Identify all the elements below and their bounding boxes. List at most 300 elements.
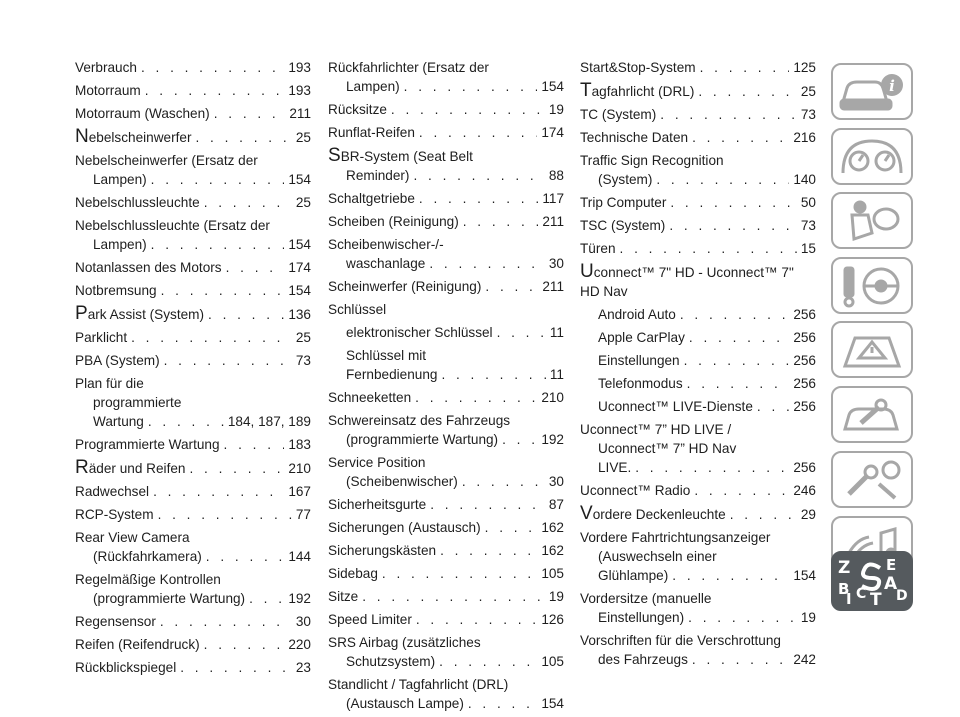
- page-reference[interactable]: 77: [295, 507, 311, 522]
- index-term: Rear View Camera: [75, 530, 190, 545]
- index-entry: [580, 328, 816, 347]
- leader-dots: [189, 459, 284, 478]
- index-term: Lampen): [93, 172, 147, 187]
- index-entry: [580, 105, 816, 124]
- index-entry-line: [328, 430, 564, 449]
- index-entry-line: [580, 458, 816, 477]
- index-entry: [75, 304, 311, 324]
- page-reference[interactable]: 174: [541, 125, 564, 140]
- leader-dots: [462, 472, 545, 491]
- index-term: Fernbedienung: [346, 367, 438, 382]
- leader-dots: [226, 258, 285, 277]
- index-entry-line: [328, 189, 564, 208]
- index-entry-line: [328, 388, 564, 407]
- index-term: Android Auto: [598, 307, 676, 322]
- index-entry: [328, 633, 564, 671]
- leader-dots: [463, 212, 539, 231]
- index-entry-line: [328, 411, 564, 430]
- index-entry: [328, 518, 564, 537]
- page-reference[interactable]: 19: [548, 102, 564, 117]
- page-reference[interactable]: 211: [289, 106, 311, 121]
- tab-safety[interactable]: [831, 192, 913, 249]
- leader-dots: [688, 608, 797, 627]
- index-term: Radwechsel: [75, 484, 150, 499]
- index-entry-line: [75, 393, 311, 412]
- index-entry-line: [75, 328, 311, 347]
- index-entry: [75, 81, 311, 100]
- index-term: Schlüssel: [328, 302, 387, 317]
- leader-dots: [141, 58, 284, 77]
- index-entry: [580, 589, 816, 627]
- leader-dots: [692, 650, 789, 669]
- index-entry-line: [346, 323, 564, 342]
- leader-dots: [692, 128, 789, 147]
- index-entry: [75, 258, 311, 277]
- tab-start-drive[interactable]: [831, 257, 913, 314]
- index-entry: [328, 277, 564, 296]
- page-reference[interactable]: 29: [800, 507, 816, 522]
- page-reference[interactable]: 11: [549, 367, 564, 382]
- index-term: Notanlassen des Motors: [75, 260, 222, 275]
- index-entry: [580, 397, 816, 416]
- index-entry: [75, 435, 311, 454]
- page-reference[interactable]: 105: [541, 566, 564, 581]
- leader-dots: [164, 351, 292, 370]
- index-entry: [75, 374, 311, 431]
- page-reference[interactable]: 192: [541, 432, 564, 447]
- index-entry-line: [75, 235, 311, 254]
- page-reference[interactable]: 15: [800, 241, 816, 256]
- index-entry: [328, 235, 564, 273]
- leader-dots: [660, 105, 797, 124]
- page-reference[interactable]: 193: [288, 83, 311, 98]
- page-reference[interactable]: 88: [548, 168, 564, 183]
- index-entry-line: [75, 281, 311, 300]
- index-entry: [75, 570, 311, 608]
- leader-dots: [249, 589, 284, 608]
- index-entry-line: [75, 458, 311, 478]
- index-entry: [328, 411, 564, 449]
- index-entry-line: [75, 193, 311, 212]
- index-entry-line: [328, 235, 564, 254]
- index-entry: [75, 612, 311, 631]
- page-reference[interactable]: 162: [541, 520, 564, 535]
- index-entry-line: [75, 570, 311, 589]
- leader-dots: [362, 587, 545, 606]
- leader-dots: [656, 170, 789, 189]
- leader-dots: [404, 77, 538, 96]
- index-term: Vordere Fahrtrichtungsanzeiger: [580, 530, 771, 545]
- page-reference[interactable]: 19: [800, 610, 816, 625]
- index-term: (Rückfahrkamera): [93, 549, 202, 564]
- index-term: Technische Daten: [580, 130, 689, 145]
- index-term: Scheiben (Reinigung): [328, 214, 459, 229]
- page-reference[interactable]: 154: [793, 568, 816, 583]
- tab-service[interactable]: [831, 386, 913, 443]
- index-entry-line: [75, 505, 311, 524]
- index-term: Trip Computer: [580, 195, 667, 210]
- index-column-3: [580, 58, 816, 673]
- leader-dots: [430, 495, 545, 514]
- page-reference[interactable]: 154: [541, 696, 564, 711]
- leader-dots: [224, 435, 285, 454]
- index-entry: [328, 189, 564, 208]
- index-term: (System): [598, 172, 653, 187]
- page-reference[interactable]: 87: [548, 497, 564, 512]
- page-reference[interactable]: 154: [541, 79, 564, 94]
- index-entry: [75, 505, 311, 524]
- index-entry-line: [580, 420, 816, 439]
- leader-dots: [485, 277, 538, 296]
- page-reference[interactable]: 216: [793, 130, 816, 145]
- page-reference[interactable]: 11: [549, 325, 564, 340]
- index-entry: [580, 128, 816, 147]
- index-entry-line: [580, 650, 816, 669]
- index-term: Scheinwerfer (Reinigung): [328, 279, 482, 294]
- page-reference[interactable]: 174: [288, 260, 311, 275]
- index-term: Nebelschlussleuchte (Ersatz der: [75, 218, 270, 233]
- tab-technical[interactable]: [831, 451, 913, 508]
- index-entry-line: [346, 365, 564, 384]
- index-term: Start&Stop-System: [580, 60, 696, 75]
- index-term: Rückblickspiegel: [75, 660, 177, 675]
- page-reference[interactable]: 154: [288, 237, 311, 252]
- page-reference[interactable]: 50: [800, 195, 816, 210]
- index-entry-line: [75, 104, 311, 123]
- index-term: Verbrauch: [75, 60, 137, 75]
- index-entry: [328, 323, 564, 342]
- index-entry-line: [580, 170, 816, 189]
- page-reference[interactable]: 210: [541, 390, 564, 405]
- index-entry: [580, 305, 816, 324]
- leader-dots: [151, 235, 285, 254]
- index-term: Schneeketten: [328, 390, 412, 405]
- index-entry-line: [580, 481, 816, 500]
- page-reference[interactable]: 246: [793, 483, 816, 498]
- index-entry-line: [75, 547, 311, 566]
- index-term: Wartung: [93, 414, 144, 429]
- index-entry: [580, 216, 816, 235]
- page-reference[interactable]: 125: [793, 60, 816, 75]
- index-entry: [580, 151, 816, 189]
- index-entry: [75, 127, 311, 147]
- index-entry: [580, 481, 816, 500]
- page-reference[interactable]: 25: [295, 330, 311, 345]
- leader-dots: [694, 481, 789, 500]
- index-entry: [328, 610, 564, 629]
- index-entry: [328, 212, 564, 231]
- page-reference[interactable]: 256: [793, 376, 816, 391]
- index-entry: [328, 100, 564, 119]
- index-term: Programmierte Wartung: [75, 437, 220, 452]
- page-reference[interactable]: 256: [793, 307, 816, 322]
- index-term: waschanlage: [346, 256, 426, 271]
- index-term: des Fahrzeugs: [598, 652, 688, 667]
- car-service-icon: [839, 393, 905, 437]
- index-entry: [328, 58, 564, 96]
- index-term: elektronischer Schlüssel: [346, 325, 493, 340]
- page-reference[interactable]: 184, 187, 189: [227, 414, 311, 429]
- index-entry-line: [580, 631, 816, 650]
- index-entry: [75, 216, 311, 254]
- index-entry: [75, 58, 311, 77]
- index-entry: [75, 482, 311, 501]
- steering-wheel-key-icon: [839, 264, 905, 308]
- page-reference[interactable]: 242: [793, 652, 816, 667]
- index-column-2: [328, 58, 564, 717]
- leader-dots: [391, 100, 545, 119]
- index-entry: [328, 675, 564, 713]
- tab-emergency[interactable]: [831, 321, 913, 378]
- index-entry-line: [580, 105, 816, 124]
- index-term: Motorraum (Waschen): [75, 106, 210, 121]
- index-term: Reminder): [346, 168, 410, 183]
- page-reference[interactable]: 211: [542, 279, 564, 294]
- index-term: Motorraum: [75, 83, 141, 98]
- page-reference[interactable]: 19: [548, 589, 564, 604]
- index-entry-line: [328, 472, 564, 491]
- index-term: Vordersitze (manuelle: [580, 591, 712, 606]
- tab-index[interactable]: [831, 551, 913, 611]
- index-entry: [580, 239, 816, 258]
- page-reference[interactable]: 256: [793, 399, 816, 414]
- index-entry: [580, 351, 816, 370]
- index-entry-line: [598, 397, 816, 416]
- leader-dots: [502, 430, 537, 449]
- page-reference[interactable]: 30: [548, 474, 564, 489]
- page-reference[interactable]: 192: [288, 591, 311, 606]
- index-entry-line: [580, 193, 816, 212]
- index-entry-line: [580, 151, 816, 170]
- index-entry: [580, 374, 816, 393]
- leader-dots: [440, 541, 537, 560]
- index-entry-line: [75, 435, 311, 454]
- index-entry-line: [328, 254, 564, 273]
- index-term: Standlicht / Tagfahrlicht (DRL): [328, 677, 509, 692]
- index-entry-line: [580, 528, 816, 547]
- index-term: Plan für die: [75, 376, 144, 391]
- leader-dots: [680, 305, 789, 324]
- tools-spec-icon: [839, 458, 905, 502]
- leader-dots: [620, 239, 797, 258]
- index-term: RCP-System: [75, 507, 154, 522]
- index-entry-line: [328, 652, 564, 671]
- index-entry: [328, 541, 564, 560]
- index-term: Sitze: [328, 589, 359, 604]
- leader-dots: [670, 193, 797, 212]
- index-entry-line: [598, 328, 816, 347]
- index-entry-line: [598, 374, 816, 393]
- index-entry-line: [328, 564, 564, 583]
- page-reference[interactable]: 154: [288, 283, 311, 298]
- index-term: Parklicht: [75, 330, 128, 345]
- index-term: (programmierte Wartung): [93, 591, 246, 606]
- leader-dots: [698, 82, 797, 101]
- airbag-seat-icon: [842, 199, 902, 243]
- index-entry-line: [75, 258, 311, 277]
- index-term: Uconnect™ Radio: [580, 483, 691, 498]
- page-reference[interactable]: 30: [295, 614, 311, 629]
- svg-text:i: i: [889, 76, 895, 95]
- page-reference[interactable]: 136: [288, 307, 311, 322]
- index-entry-line: [328, 610, 564, 629]
- leader-dots: [687, 374, 790, 393]
- index-entry: [75, 635, 311, 654]
- page-reference[interactable]: 25: [295, 130, 311, 145]
- leader-dots: [131, 328, 292, 347]
- index-term: Regensensor: [75, 614, 156, 629]
- index-entry: [580, 420, 816, 477]
- page-reference[interactable]: 256: [793, 330, 816, 345]
- index-term: Uconnect™ 7” HD Nav: [598, 441, 737, 456]
- leader-dots: [180, 658, 292, 677]
- leader-dots: [497, 323, 546, 342]
- leader-dots: [669, 216, 797, 235]
- index-entry-line: [328, 518, 564, 537]
- index-entry: [75, 328, 311, 347]
- index-term: Nebelscheinwerfer (Ersatz der: [75, 153, 258, 168]
- index-term: Rückfahrlichter (Ersatz der: [328, 60, 489, 75]
- index-term: BR-System (Seat Belt: [340, 149, 473, 164]
- index-term: Vorschriften für die Verschrottung: [580, 633, 781, 648]
- index-entry-line: [328, 633, 564, 652]
- index-entry-line: [75, 351, 311, 370]
- page-reference[interactable]: 162: [541, 543, 564, 558]
- page-reference[interactable]: 167: [288, 484, 311, 499]
- page-reference[interactable]: 210: [288, 461, 311, 476]
- index-term: SRS Airbag (zusätzliches: [328, 635, 481, 650]
- index-entry-line: [346, 346, 564, 365]
- index-term: Apple CarPlay: [598, 330, 685, 345]
- index-entry: [75, 458, 311, 478]
- alphabetical-index-icon: Z E B A C D I T: [838, 556, 908, 610]
- index-entry-line: [598, 351, 816, 370]
- index-entry: [580, 193, 816, 212]
- index-term: HD Nav: [580, 284, 628, 299]
- page-reference[interactable]: 126: [541, 612, 564, 627]
- index-entry-line: [580, 262, 816, 282]
- leader-dots: [204, 193, 292, 212]
- leader-dots: [419, 189, 538, 208]
- index-entry-line: [598, 305, 816, 324]
- index-term: programmierte: [93, 395, 182, 410]
- page-reference[interactable]: 25: [295, 195, 311, 210]
- tab-dashboard[interactable]: [831, 128, 913, 185]
- index-entry: [75, 193, 311, 212]
- index-entry-line: [328, 166, 564, 185]
- index-term: (Auswechseln einer: [598, 549, 717, 564]
- page-reference[interactable]: 105: [541, 654, 564, 669]
- index-entry-line: [580, 128, 816, 147]
- index-initial-letter: N: [75, 126, 89, 147]
- page-reference[interactable]: 154: [288, 172, 311, 187]
- index-entry: [580, 81, 816, 101]
- page-reference[interactable]: 211: [542, 214, 564, 229]
- page-reference[interactable]: 220: [288, 637, 311, 652]
- leader-dots: [208, 305, 284, 324]
- page-reference[interactable]: 183: [288, 437, 311, 452]
- leader-dots: [441, 365, 545, 384]
- page-reference[interactable]: 256: [793, 460, 816, 475]
- index-term: Sicherungskästen: [328, 543, 437, 558]
- index-entry: [580, 528, 816, 585]
- page-reference[interactable]: 193: [288, 60, 311, 75]
- index-entry-line: [328, 587, 564, 606]
- index-entry-line: [75, 612, 311, 631]
- page-reference[interactable]: 256: [793, 353, 816, 368]
- index-entry-line: [580, 239, 816, 258]
- index-term: Notbremsung: [75, 283, 157, 298]
- index-entry-line: [328, 453, 564, 472]
- dashboard-gauges-icon: [839, 137, 905, 177]
- index-initial-letter: S: [328, 145, 341, 166]
- leader-dots: [382, 564, 537, 583]
- index-entry-line: [75, 589, 311, 608]
- leader-dots: [416, 610, 537, 629]
- index-term: Sicherungen (Austausch): [328, 520, 481, 535]
- index-term: Schaltgetriebe: [328, 191, 415, 206]
- index-entry-line: [75, 58, 311, 77]
- index-term: Regelmäßige Kontrollen: [75, 572, 221, 587]
- page-reference[interactable]: 73: [295, 353, 311, 368]
- page-reference[interactable]: 140: [793, 172, 816, 187]
- index-term: Lampen): [93, 237, 147, 252]
- index-entry-line: [75, 151, 311, 170]
- index-term: Reifen (Reifendruck): [75, 637, 200, 652]
- index-term: äder und Reifen: [88, 461, 186, 476]
- index-entry-line: [328, 146, 564, 166]
- page-reference[interactable]: 30: [548, 256, 564, 271]
- index-term: Türen: [580, 241, 616, 256]
- page-reference[interactable]: 144: [288, 549, 311, 564]
- index-entry-line: [328, 212, 564, 231]
- page-reference[interactable]: 23: [295, 660, 311, 675]
- index-term: Einstellungen: [598, 353, 680, 368]
- leader-dots: [419, 123, 537, 142]
- page-reference[interactable]: 117: [542, 191, 564, 206]
- index-entry-line: [75, 482, 311, 501]
- tab-car-info[interactable]: [831, 63, 913, 120]
- index-term: Lampen): [346, 79, 400, 94]
- warning-triangle-icon: [839, 328, 905, 372]
- index-term: LIVE.: [598, 460, 632, 475]
- index-term: Scheibenwischer-/-: [328, 237, 444, 252]
- index-entry-line: [580, 589, 816, 608]
- index-entry-line: [75, 304, 311, 324]
- index-term: agfahrlicht (DRL): [591, 84, 695, 99]
- index-entry: [328, 388, 564, 407]
- index-term: Uconnect™ 7” HD LIVE /: [580, 422, 732, 437]
- index-term: TC (System): [580, 107, 657, 122]
- index-entry-line: [580, 216, 816, 235]
- leader-dots: [757, 397, 789, 416]
- leader-dots: [145, 81, 285, 100]
- page-reference[interactable]: 73: [800, 218, 816, 233]
- index-term: Einstellungen): [598, 610, 685, 625]
- index-term: Rücksitze: [328, 102, 387, 117]
- index-term: PBA (System): [75, 353, 160, 368]
- page-reference[interactable]: 25: [800, 84, 816, 99]
- index-entry-line: [580, 566, 816, 585]
- index-entry-line: [75, 81, 311, 100]
- index-entry-line: [328, 77, 564, 96]
- index-column-1: [75, 58, 311, 681]
- index-entry: [75, 151, 311, 189]
- leader-dots: [730, 505, 797, 524]
- index-entry: [75, 528, 311, 566]
- page-reference[interactable]: 73: [800, 107, 816, 122]
- leader-dots: [672, 566, 789, 585]
